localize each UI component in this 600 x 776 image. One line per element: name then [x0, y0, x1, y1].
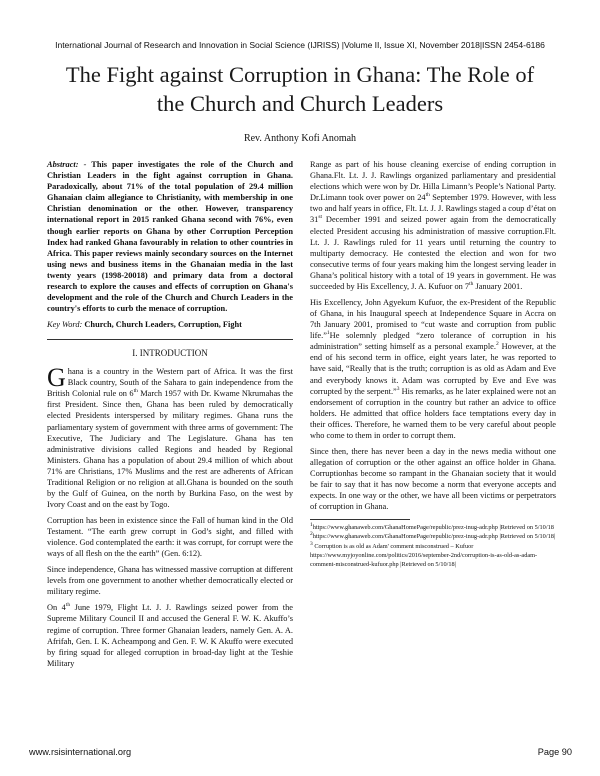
footnote-number: 1 [310, 521, 313, 528]
superscript: th [469, 281, 474, 288]
paragraph-text: Range as part of his house cleaning exercise of ending corruption in Ghana.Flt. Lt. J. J. Rawlings organized parliamentary and presidential elections which were won by Dr. Hilla Limann’s People’s National Party. Dr.Limann took over power on 24 [310, 160, 556, 203]
footnote-ref: 2 [495, 341, 499, 348]
footnote-ref: 1 [326, 330, 330, 337]
paragraph-text: September 1979. However, with less two and half years in office, Flt. Lt. J. J. Rawlings staged a coup d’état on 31 [310, 193, 556, 225]
footnote-number: 2 [310, 531, 313, 538]
paragraph-text: March 1957 with Dr. Kwame Nkrumahas the first President. Since then, Ghana has been ruled by democratically elected Presidents interspersed by military regimes. Ghana runs the parliamentary system of government with three arms of government: The Executive, The Judiciary and The Legislature. Ghana has ten administrative divisions called Regions and headed by Regional Ministers. Ghana has a population of about 29.4 million of which about 71% are Christians, 17% Muslims and the rest are adherents of African Traditional Religion or no religion at all.Ghana is bounded on the south by the Gulf of Guinea, on the north by Burkina Faso, on the west by Ivory Coast and on the east by Togo. [47, 389, 293, 510]
footnote-3 [310, 543, 556, 569]
paragraph-text: June 1979, Flight Lt. J. J. Rawlings seized power from the Supreme Military Council II and accused the General F. W. K. Akuffo’s regime of corruption. Three former Ghanaian leaders, namely Gen. A. A. Afrifah, Gen. I. K. Acheampong and Gen. F. W. K Akuffo were executed by firing squad for alleged corruption in broad-day light at the Teshie Military [47, 603, 293, 668]
page-number: Page 90 [537, 747, 572, 757]
paragraph-text: However, at the end of his second term in office, eight years later, he was reported to have said, “Really that is the truth; corruption is as old as Adam and Eve and everybody knows it. Adam was corrupted by Eve and Eve was corrupted by the serpent.” [310, 342, 556, 396]
footer-website-link[interactable]: www.rsisinternational.org [29, 747, 132, 757]
abstract-text: This paper investigates the role of the Church and Christian Leaders in the fight against corruption in Ghana. Paradoxically, about 71% of the total population of 29.4 million Ghanaian claim allegiance to Christianity, with membership in one Christian denomination or the other. However, transparency international report in 2015 ranked Ghana second with 76%, even though earlier reports on Ghana by other Corruption Perception Index had ranked Ghana favourably in relation to other countries in Africa. This paper reviews mainly secondary sources on the Internet using news and business items in the Ghanaian media in the last twenty years (1998-20018) and primary data from a doctoral research to explore the causes and effects of corruption on Ghana's development and the role of the Church and Church Leaders in the country's efforts to curb the menace of corruption. [47, 160, 293, 314]
paragraph-text: December 1991 and seized power again from the democratically elected President accusing his administration of massive corruption.Flt. Lt. J. J. Rawlings ruled for 11 years until returning the country to multiparty democracy. He contested the election and won for two consecutive terms of four years making him the longest serving leader in Ghana’s political history with a total of 19 years in government. He was succeeded by His Excellency, J. A. Kufuor on 7 [310, 215, 556, 292]
footnote-2 [310, 533, 556, 542]
keywords-label: Key Word: [47, 320, 83, 330]
footnote-divider [310, 519, 410, 520]
paper-title [30, 60, 570, 118]
title-line-2: the Church and Church Leaders [156, 91, 444, 116]
paragraph-text: He solemnly pledged “zero tolerance of corruption in his administration” setting himself as a personal example. [310, 331, 556, 352]
paragraph-text: On 4 [47, 603, 66, 613]
footnote-link[interactable]: Corruption is as old as Adam' comment misconstrued – Kufuor https://www.myjoyonline.com/politics/2016/september-2nd/corruption-is-as-old-as-adam-comment-misconstrued-kufuor.php |Retrieved on 5/10/18| [310, 543, 538, 568]
footnote-ref: 3 [396, 385, 400, 392]
superscript: th [133, 388, 138, 395]
keywords-divider [47, 339, 293, 340]
footnotes [310, 521, 556, 570]
superscript: th [65, 602, 71, 609]
paragraph-kufuor [310, 297, 556, 441]
paragraph-text: His remarks, as he later explained were not an endorsement of corruption in the country but rather an advice to office holders. He admitted that office holders face temptations every day in their offices. Therefore, he warned them to be very careful about people who come to them in order to corrupt them. [310, 386, 556, 441]
drop-cap: G [47, 363, 66, 393]
paragraph-range [310, 159, 556, 292]
footnote-link[interactable]: https://www.ghanaweb.com/GhanaHomePage/republic/prez-inug-adr.php |Retrieved on 5/10/18| [312, 533, 556, 541]
footnote-number: 3 [310, 541, 313, 547]
intro-paragraph [47, 363, 293, 510]
right-column [310, 159, 556, 570]
title-line-1: The Fight against Corruption in Ghana: The Role of [65, 62, 535, 87]
paragraph-rawlings-coup [47, 602, 293, 669]
paragraph-text: hana is a country in the Western part of Africa. It was the first Black country, South of the Sahara to gain independence from the British Colonial rule on 6 [47, 367, 293, 399]
journal-header: International Journal of Research and Innovation in Social Science (IJRISS) |Volume II, Issue XI, November 2018|ISSN 2454-6186 [55, 40, 545, 50]
author-name: Rev. Anthony Kofi Anomah [243, 133, 357, 144]
superscript: th [425, 192, 430, 199]
paragraph-since-then: Since then, there has never been a day in the news media without one allegation of corruption or the other against an office holder in Ghana. Corruptionhas become so rampant in the Ghanaian society that it would be fair to say that it has now become a norm that everyone accepts and expects. In one way or the other, we have all been victims or perpetrators of corruption in Ghana. [310, 446, 556, 512]
abstract [47, 159, 293, 314]
footnote-1 [310, 521, 556, 533]
superscript: st [318, 214, 323, 221]
keywords [47, 319, 293, 334]
paragraph-corruption-history: Corruption has been in existence since the Fall of human kind in the Old Testament. “The earth grew corrupt in God’s sight, and filled with violence. God contemplated the earth: it was corrupt, for corrupt were the ways of all flesh on the the earth” (Gen. 6:12). [47, 516, 293, 559]
footnote-link[interactable]: https://www.ghanaweb.com/GhanaHomePage/republic/prez-inug-adr.php |Retrieved on 5/10/18 [312, 523, 554, 531]
paragraph-text: January 2001. [473, 282, 523, 292]
abstract-label: Abstract: - [47, 160, 87, 169]
paragraph-text: His Excellency, John Agyekum Kufuor, the ex-President of the Republic of Ghana, in his Inaugural speech at Independence Square in Accra on 7th January 2001, promised to “cut waste and corruption from public life.” [310, 297, 556, 341]
left-column [47, 159, 293, 674]
paragraph-since-independence: Since independence, Ghana has witnessed massive corruption at different levels from one government to another whether democratically elected or military regime. [47, 565, 293, 597]
section-heading: I. INTRODUCTION [132, 348, 208, 358]
keywords-text: Church, Church Leaders, Corruption, Fight [82, 320, 242, 330]
